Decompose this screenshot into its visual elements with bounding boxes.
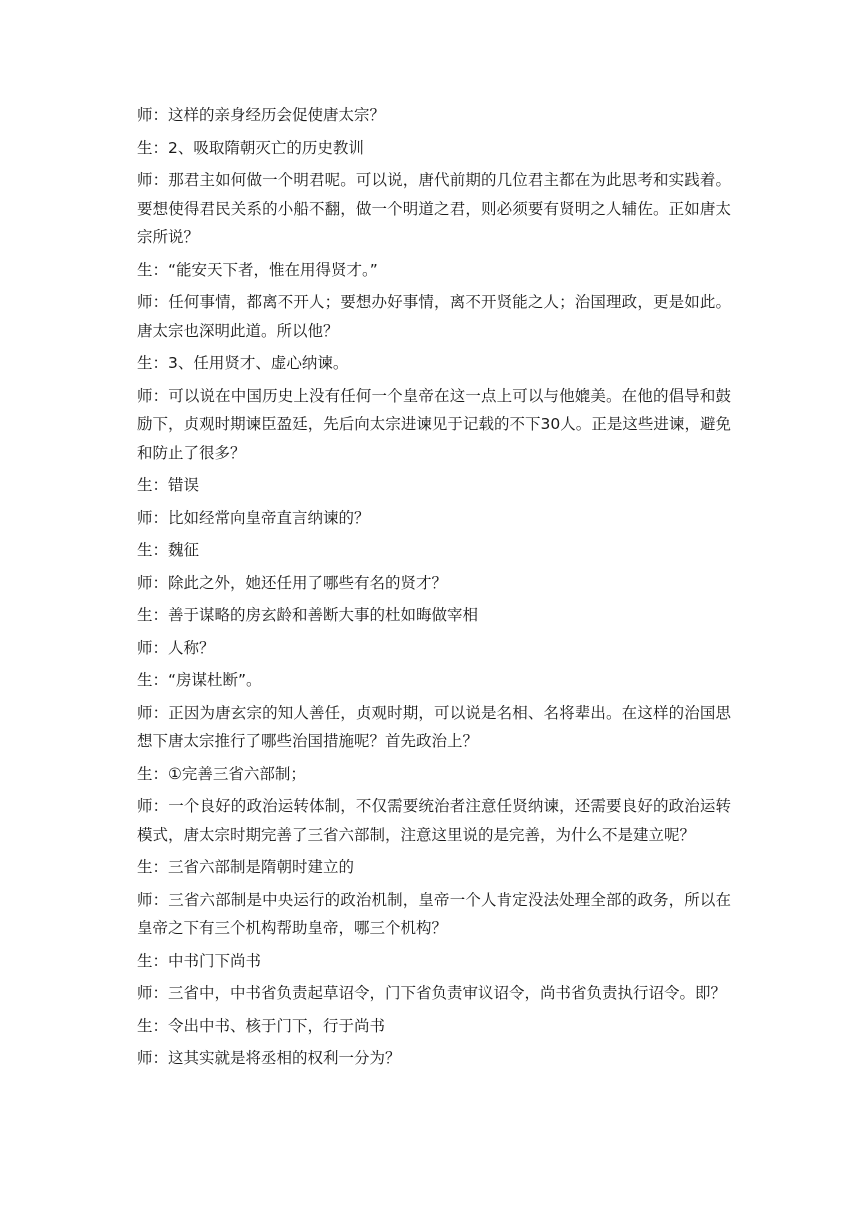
dialogue-paragraph: 师：一个良好的政治运转体制，不仅需要统治者注意任贤纳谏，还需要良好的政治运转模式，唐太宗时期完善了三省六部制，注意这里说的是完善，为什么不是建立呢？ [137, 797, 731, 844]
dialogue-paragraph: 生：3、任用贤才、虚心纳谏。 [137, 354, 349, 372]
dialogue-paragraph: 生：善于谋略的房玄龄和善断大事的杜如晦做宰相 [137, 606, 479, 624]
dialogue-paragraph: 师：除此之外，她还任用了哪些有名的贤才？ [137, 573, 448, 592]
dialogue-paragraph: 生：①完善三省六部制； [137, 764, 306, 783]
dialogue-paragraph: 师：人称？ [137, 638, 215, 657]
dialogue-paragraph: 生：令出中书、核于门下，行于尚书 [137, 1016, 386, 1035]
dialogue-paragraph: 师：这其实就是将丞相的权利一分为？ [137, 1049, 401, 1067]
dialogue-paragraph: 生：魏征 [137, 541, 200, 559]
dialogue-paragraph: 师：那君主如何做一个明君呢。可以说，唐代前期的几位君主都在为此思考和实践着。要想使得君民关系的小船不翻，做一个明道之君，则必须要有贤明之人辅佐。正如唐太宗所说？ [137, 171, 731, 246]
dialogue-paragraph: 师：比如经常向皇帝直言纳谏的？ [137, 508, 370, 527]
dialogue-paragraph: 生：“能安天下者，惟在用得贤才。” [137, 260, 378, 279]
document-body [137, 101, 731, 1077]
dialogue-paragraph: 师：任何事情，都离不开人；要想办好事情，离不开贤能之人；治国理政，更是如此。唐太宗也深明此道。所以他？ [137, 293, 731, 340]
dialogue-paragraph: 生：错误 [137, 476, 200, 494]
dialogue-paragraph: 生：2、吸取隋朝灭亡的历史教训 [137, 138, 364, 157]
dialogue-paragraph: 师：三省六部制是中央运行的政治机制，皇帝一个人肯定没法处理全部的政务，所以在皇帝之下有三个机构帮助皇帝，哪三个机构？ [137, 890, 731, 937]
dialogue-paragraph: 师：这样的亲身经历会促使唐太宗？ [137, 106, 386, 124]
dialogue-paragraph: 生：中书门下尚书 [137, 951, 262, 970]
dialogue-paragraph: 生：三省六部制是隋朝时建立的 [137, 858, 355, 876]
dialogue-paragraph: 师：正因为唐玄宗的知人善任，贞观时期，可以说是名相、名将辈出。在这样的治国思想下唐太宗推行了哪些治国措施呢？首先政治上？ [137, 703, 731, 750]
dialogue-paragraph: 生：“房谋杜断”。 [137, 671, 262, 689]
dialogue-paragraph: 师：可以说在中国历史上没有任何一个皇帝在这一点上可以与他媲美。在他的倡导和鼓励下，贞观时期谏臣盈廷，先后向太宗进谏见于记载的不下30人。正是这些进谏，避免和防止了很多？ [137, 386, 731, 462]
dialogue-paragraph: 师：三省中，中书省负责起草诏令，门下省负责审议诏令，尚书省负责执行诏令。即？ [137, 984, 727, 1002]
